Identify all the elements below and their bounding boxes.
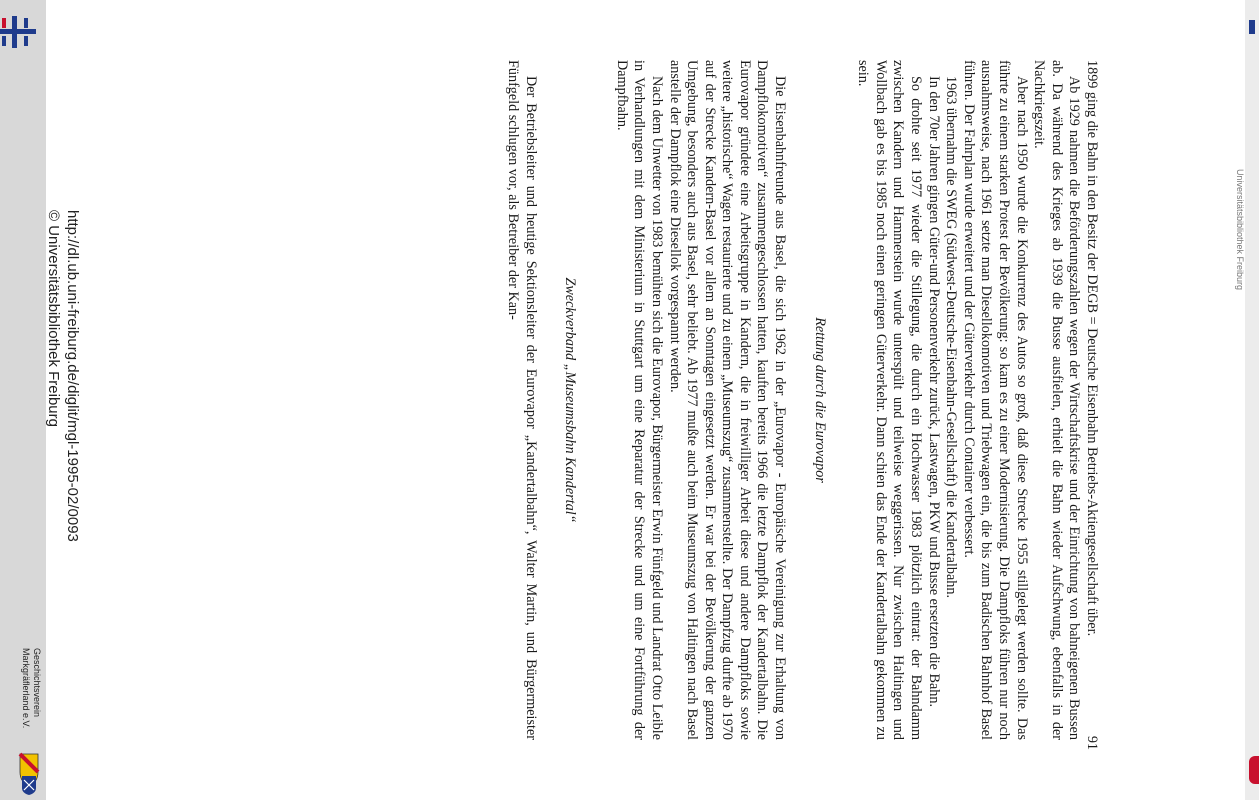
crest-label-line1: Geschichtsverein (32, 648, 42, 718)
document-page (200, 60, 1100, 750)
footer-copyright: © Universitätsbibliothek Freiburg (45, 210, 62, 427)
ub-logo-icon (0, 12, 40, 52)
paragraph: Die Eisenbahnfreunde aus Basel, die sich 1962 in der „Eurovapor - Europäische Vereinigung zur Erhaltung von Dampflokomotiven“ zusammengeschlossen hatten, kauften bereits 1966 die letzte Dampflok der Kandertalbahn. Die Eurovapor gründete eine Arbeitsgruppe in Kandern, die in freiwilliger Arbeit diese und andere Dampfloks sowie weitere „historische“ Wagen restaurierte und zu einem „Museumszug“ zusammenstellte. Der Dampfzug durfte ab 1970 auf der Strecke Kandern-Basel vor allem an Sonntagen eingesetzt werden. Er war bei der Bevölkerung der ganzen Umgebung, besonders auch aus Basel, sehr beliebt. Ab 1977 mußte auch beim Museumszug von Haltingen nach Basel anstelle der Dampflok eine Diesellok vorgespannt werden. (666, 60, 789, 740)
crest-label-line2: Markgräflerland e.V. (21, 648, 31, 729)
right-crest-mark-icon (1249, 756, 1259, 784)
section-heading: Zweckverband „Museumsbahn Kandertal“ (562, 277, 579, 523)
section-history (854, 60, 1100, 740)
paragraph: 1963 übernahm die SWEG (Südwest-Deutsche-Eisenbahn-Gesellschaft) die Kandertalbahn. (943, 76, 960, 599)
paragraph: Nach dem Unwetter von 1983 bemühten sich die Eurovapor, Bürgermeister Erwin Fünfgeld und Landrat Otto Leible in Verhandlungen mit dem Ministerium in Stuttgart um eine Reparatur der Strecke und um eine Fortführung der Dampfbahn. (613, 60, 665, 740)
paragraph: So drohte seit 1977 wieder die Stillegung, die durch ein Hochwasser 1983 plötzlich eintrat: der Bahndamm zwischen Kandern und Hammerstein wurde unterspült und teilweise weggerissen. Nur zwischen Haltingen und Wollbach gab es bis 1985 noch einen geringen Güterverkehr. Dann schien das Ende der Kandertalbahn gekommen zu sein. (855, 60, 925, 740)
paragraph: Aber nach 1950 wurde die Konkurrenz des Autos so groß, daß diese Strecke 1955 stillgelegt werden sollte. Das führte zu einem starken Protest der Bevölkerung: so kam es zu einer Modernisierung. Die Dampfloks führen nur noch ausnahmsweise, nach 1961 setzte man Diesellokomotiven und Triebwagen ein, die bis zum Badischen Bahnhof Basel führen. Der Fahrplan wurde erweitert und der Güterverkehr durch Container verbessert. (960, 60, 1030, 740)
right-strip-tag: Universitätsbibliothek Freiburg (1235, 168, 1245, 290)
crest-label (20, 648, 42, 728)
page-number: 91 (1084, 735, 1100, 750)
footer-url[interactable]: http://dl.ub.uni-freiburg.de/diglit/mgl-1995-02/0093 (64, 210, 81, 542)
paragraph: Der Betriebsleiter und heutige Sektionsleiter der Eurovapor „Kandertalbahn“, Walter Martin, und Bürgermeister Fünfgeld schlugen vor, als Betreiber der Kan- (504, 60, 539, 740)
paragraph: 1899 ging die Bahn in den Besitz der DEGB = Deutsche Eisenbahn Betriebs-Aktiengesellschaft über. (1084, 60, 1100, 637)
right-logo-mark-icon (1249, 20, 1255, 34)
paragraph: Ab 1929 nahmen die Beförderungszahlen wegen der Wirtschaftskrise und der Einrichtung von bahneigenen Bussen ab. Da während des Krieges ab 1939 die Busse ausfielen, erhielt die Bahn wieder Aufschwung, ebenfalls in der Nachkriegszeit. (1031, 60, 1083, 740)
section-eurovapor (612, 60, 788, 740)
right-sidebar (1245, 0, 1259, 800)
coat-of-arms-icon (18, 752, 40, 796)
paragraph: In den 70er Jahren gingen Güter-und Personenverkehr zurück, Lastwagen, PKW und Busse ersetzten die Bahn. (925, 76, 942, 708)
left-sidebar (0, 0, 46, 800)
section-heading: Rettung durch die Eurovapor (811, 317, 828, 483)
section-zweckverband (503, 60, 538, 740)
